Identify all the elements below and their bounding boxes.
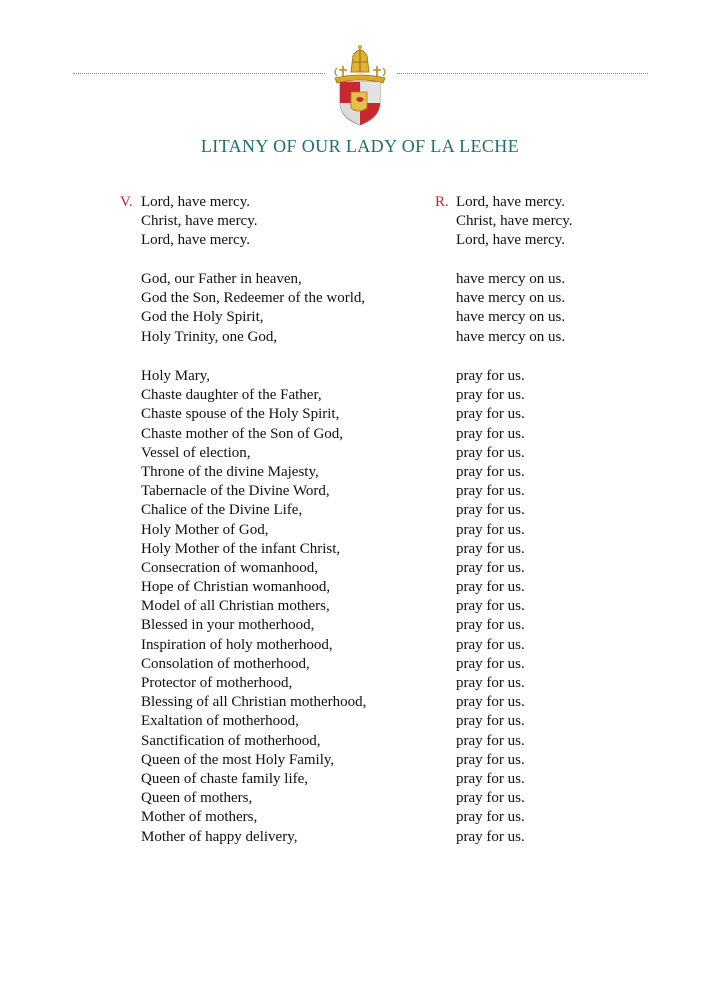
- response-line: have mercy on us.: [456, 309, 566, 326]
- page-title: LITANY OF OUR LADY OF LA LECHE: [200, 136, 520, 156]
- response-line: pray for us.: [456, 387, 525, 404]
- trinity-responses: [456, 270, 565, 347]
- response-line: pray for us.: [456, 809, 525, 826]
- invocation-line: Consolation of motherhood,: [141, 655, 310, 672]
- invocation-line: Queen of chaste family life,: [141, 770, 309, 787]
- invocation-line: Blessed in your motherhood,: [141, 617, 315, 634]
- response-line: pray for us.: [456, 675, 525, 691]
- invocation-line: Holy Trinity, one God,: [141, 328, 278, 345]
- invocation-line: Protector of motherhood,: [141, 675, 293, 691]
- response-line: pray for us.: [456, 617, 525, 634]
- invocation-line: Sanctification of motherhood,: [141, 732, 321, 749]
- response-line: pray for us.: [456, 713, 525, 730]
- opening-responses: [456, 193, 573, 251]
- response-line: pray for us.: [456, 425, 525, 442]
- invocation-line: God, our Father in heaven,: [141, 271, 302, 287]
- response-line: pray for us.: [456, 502, 525, 519]
- invocation-line: Blessing of all Christian motherhood,: [141, 694, 367, 711]
- response-line: pray for us.: [456, 521, 525, 538]
- response-line: Lord, have mercy.: [456, 232, 565, 249]
- response-line: Lord, have mercy.: [456, 194, 565, 210]
- header-divider-left: [73, 73, 325, 74]
- response-line: have mercy on us.: [456, 328, 566, 345]
- header-divider-right: [397, 73, 648, 74]
- response-line: pray for us.: [456, 463, 525, 480]
- invocation-line: Holy Mother of the infant Christ,: [141, 540, 341, 557]
- invocation-line: God the Holy Spirit,: [141, 309, 264, 326]
- invocation-line: Vessel of election,: [141, 444, 251, 461]
- invocation-line: Mother of mothers,: [141, 809, 258, 826]
- response-line: Christ, have mercy.: [456, 213, 573, 230]
- invocation-line: God the Son, Redeemer of the world,: [141, 290, 366, 307]
- response-marker: R.: [435, 194, 449, 210]
- response-line: pray for us.: [456, 636, 525, 653]
- response-line: pray for us.: [456, 655, 525, 672]
- response-line: pray for us.: [456, 483, 525, 500]
- opening-invocations: [141, 193, 258, 251]
- trinity-invocations: [141, 270, 365, 347]
- response-line: have mercy on us.: [456, 290, 566, 307]
- invocation-line: Throne of the divine Majesty,: [141, 463, 319, 480]
- response-line: pray for us.: [456, 732, 525, 749]
- response-line: pray for us.: [456, 540, 525, 557]
- invocation-line: Holy Mary,: [141, 368, 211, 384]
- invocation-line: Chaste daughter of the Father,: [141, 387, 322, 404]
- response-line: pray for us.: [456, 579, 525, 596]
- response-line: pray for us.: [456, 770, 525, 787]
- invocation-line: Hope of Christian womanhood,: [141, 579, 331, 596]
- marian-invocations: [141, 367, 366, 847]
- invocation-line: Mother of happy delivery,: [141, 828, 298, 845]
- invocation-line: Inspiration of holy motherhood,: [141, 636, 333, 653]
- invocation-line: Lord, have mercy.: [141, 232, 250, 249]
- response-line: pray for us.: [456, 790, 525, 807]
- invocation-line: Queen of the most Holy Family,: [141, 751, 335, 768]
- invocation-line: Lord, have mercy.: [141, 194, 250, 210]
- coat-of-arms-icon: [329, 42, 391, 126]
- invocation-line: Chaste mother of the Son of God,: [141, 425, 344, 442]
- response-line: pray for us.: [456, 694, 525, 711]
- marian-responses: [456, 367, 525, 847]
- response-line: pray for us.: [456, 828, 525, 845]
- invocation-line: Exaltation of motherhood,: [141, 713, 299, 730]
- invocation-line: Model of all Christian mothers,: [141, 598, 330, 615]
- invocation-line: Holy Mother of God,: [141, 521, 269, 538]
- response-line: pray for us.: [456, 444, 525, 461]
- invocation-line: Chaste spouse of the Holy Spirit,: [141, 406, 340, 423]
- response-line: have mercy on us.: [456, 271, 566, 287]
- response-line: pray for us.: [456, 368, 525, 384]
- invocation-line: Queen of mothers,: [141, 790, 253, 807]
- response-line: pray for us.: [456, 598, 525, 615]
- invocation-line: Chalice of the Divine Life,: [141, 502, 303, 519]
- response-line: pray for us.: [456, 406, 525, 423]
- response-line: pray for us.: [456, 559, 525, 576]
- invocation-line: Tabernacle of the Divine Word,: [141, 483, 330, 500]
- response-line: pray for us.: [456, 751, 525, 768]
- versicle-marker: V.: [120, 194, 133, 210]
- invocation-line: Consecration of womanhood,: [141, 559, 319, 576]
- invocation-line: Christ, have mercy.: [141, 213, 258, 230]
